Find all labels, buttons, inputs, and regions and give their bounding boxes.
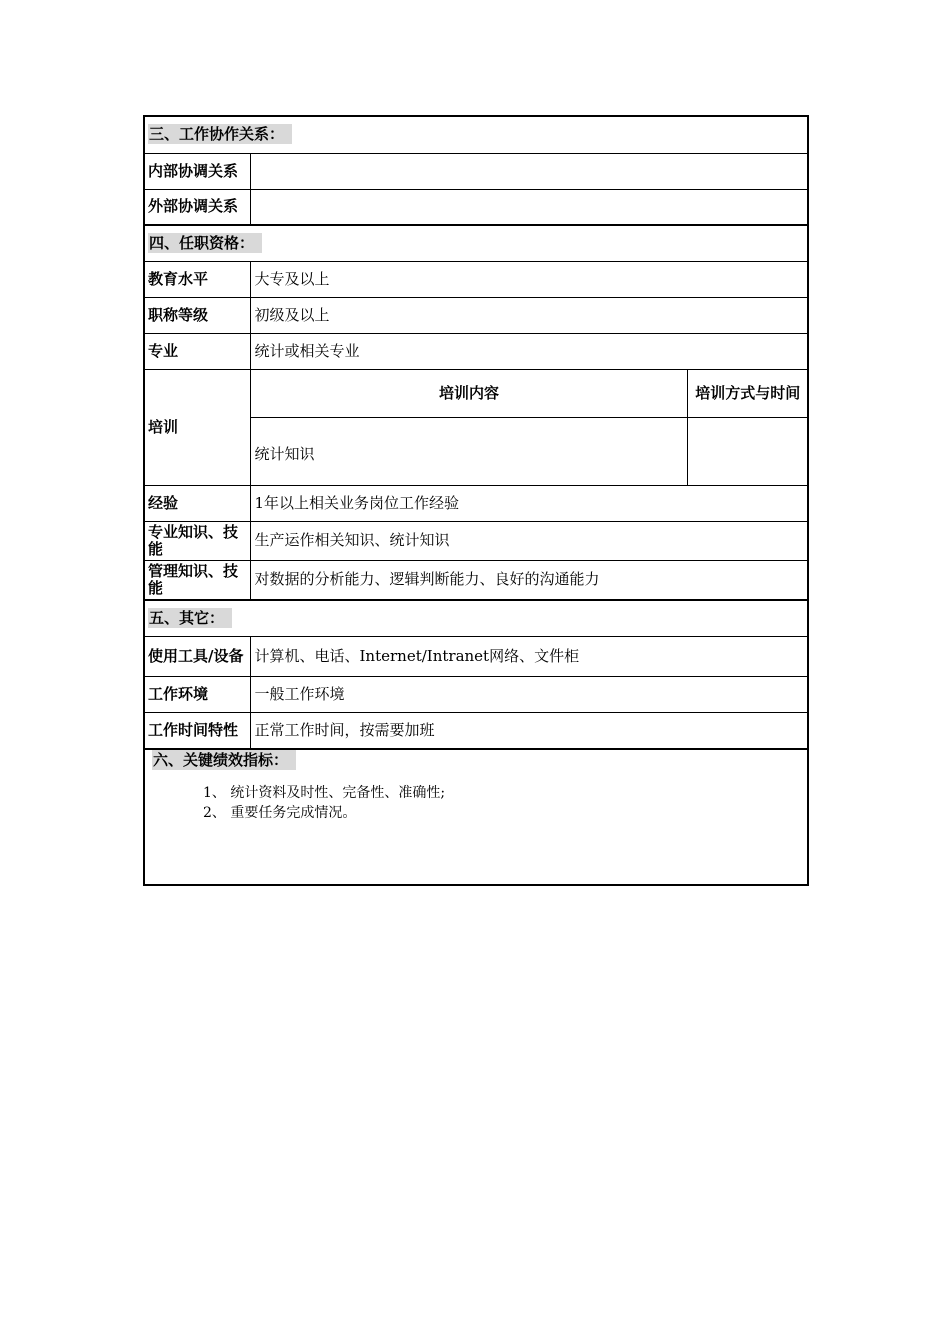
section-title-other: 五、其它：	[148, 608, 232, 628]
section-title-kpi: 六、关键绩效指标：	[152, 750, 296, 770]
label-title-level: 职称等级	[144, 297, 250, 333]
value-external-coordination	[250, 189, 808, 225]
value-internal-coordination	[250, 153, 808, 189]
value-environment: 一般工作环境	[250, 676, 808, 712]
row-tools	[144, 636, 808, 676]
section-title-qualifications: 四、任职资格：	[148, 233, 262, 253]
value-education: 大专及以上	[250, 261, 808, 297]
value-tools: 计算机、电话、Internet/Intranet网络、文件柜	[250, 636, 808, 676]
row-education	[144, 261, 808, 297]
training-method-value	[687, 417, 808, 485]
section-header-other	[144, 600, 808, 636]
row-professional-skills	[144, 521, 808, 560]
row-work-hours	[144, 712, 808, 749]
label-education: 教育水平	[144, 261, 250, 297]
label-professional-skills: 专业知识、技能	[144, 521, 250, 560]
label-internal-coordination: 内部协调关系	[144, 153, 250, 189]
value-professional-skills: 生产运作相关知识、统计知识	[250, 521, 808, 560]
row-major	[144, 333, 808, 369]
value-major: 统计或相关专业	[250, 333, 808, 369]
label-management-skills: 管理知识、技能	[144, 560, 250, 600]
label-environment: 工作环境	[144, 676, 250, 712]
training-method-header: 培训方式与时间	[687, 369, 808, 417]
row-management-skills	[144, 560, 808, 600]
label-external-coordination: 外部协调关系	[144, 189, 250, 225]
label-work-hours: 工作时间特性	[144, 712, 250, 749]
row-title-level	[144, 297, 808, 333]
job-description-table	[143, 115, 809, 886]
section-kpi	[144, 749, 808, 885]
row-environment	[144, 676, 808, 712]
value-management-skills: 对数据的分析能力、逻辑判断能力、良好的沟通能力	[250, 560, 808, 600]
section-header-qualifications	[144, 225, 808, 261]
row-internal-coordination	[144, 153, 808, 189]
value-experience: 1年以上相关业务岗位工作经验	[250, 485, 808, 521]
training-content-value: 统计知识	[250, 417, 687, 485]
kpi-item: 1、 统计资料及时性、完备性、准确性;	[203, 785, 446, 801]
row-external-coordination	[144, 189, 808, 225]
section-title-collab: 三、工作协作关系：	[148, 124, 292, 144]
training-content-header: 培训内容	[250, 369, 687, 417]
kpi-item: 2、 重要任务完成情况。	[203, 805, 357, 821]
section-header-collab	[144, 116, 808, 153]
row-experience	[144, 485, 808, 521]
value-work-hours: 正常工作时间，按需要加班	[250, 712, 808, 749]
value-title-level: 初级及以上	[250, 297, 808, 333]
kpi-list	[203, 783, 803, 823]
label-tools: 使用工具/设备	[144, 636, 250, 676]
label-experience: 经验	[144, 485, 250, 521]
row-training-header	[144, 369, 808, 417]
label-training: 培训	[144, 369, 250, 485]
label-major: 专业	[144, 333, 250, 369]
